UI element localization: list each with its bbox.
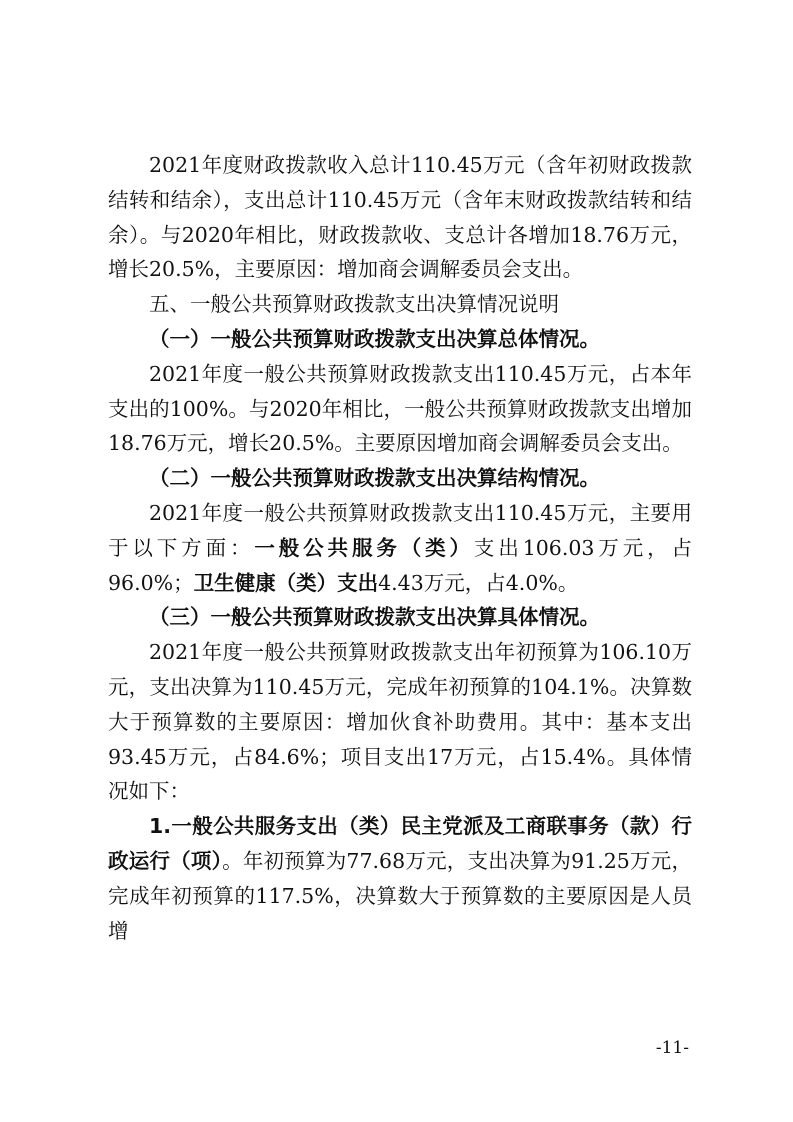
document-body bbox=[108, 148, 692, 948]
structure-category-general: 一般公共服务（类） bbox=[254, 535, 474, 560]
subheading-overall: （一）一般公共预算财政拨款支出决算总体情况。 bbox=[149, 326, 600, 351]
paragraph-details: 2021年度一般公共预算财政拨款支出年初预算为106.10万元，支出决算为110.45万元，完成年初预算的104.1%。决算数大于预算数的主要原因：增加伙食补助费用。其中：基本支出93.45万元，占84.6%；项目支出17万元，占15.4%。具体情况如下： bbox=[108, 640, 692, 804]
section-heading-5: 五、一般公共预算财政拨款支出决算情况说明 bbox=[149, 292, 559, 317]
structure-text-e: 4.43万元，占4.0%。 bbox=[378, 570, 579, 595]
structure-text-c: 支出106.03万元，占96.0%； bbox=[108, 535, 693, 595]
paragraph-item-1 bbox=[108, 809, 692, 948]
page-number: -11- bbox=[655, 1038, 689, 1058]
paragraph-overall: 2021年度一般公共预算财政拨款支出110.45万元，占本年支出的100%。与2020年相比，一般公共预算财政拨款支出增加18.76万元，增长20.5%。主要原因增加商会调解委员会支出。 bbox=[108, 361, 692, 456]
item-1-title: 1.一般公共服务支出（类）民主党派及工商联事务（款）行政运行（项） bbox=[108, 814, 692, 873]
paragraph-fiscal-income: 2021年度财政拨款收入总计110.45万元（含年初财政拨款结转和结余），支出总计110.45万元（含年末财政拨款结转和结余）。与2020年相比，财政拨款收、支总计各增加18.76万元，增长20.5%，主要原因：增加商会调解委员会支出。 bbox=[108, 153, 692, 282]
subheading-details: （三）一般公共预算财政拨款支出决算具体情况。 bbox=[149, 605, 600, 630]
structure-category-health: 卫生健康（类）支出 bbox=[193, 570, 379, 595]
structure-text-a: 2021年度一般公共预算财政拨款支出110.45万元，主要用于以下方面： bbox=[108, 500, 692, 560]
item-1-text: 。年初预算为77.68万元，支出决算为91.25万元，完成年初预算的117.5%，决算数大于预算数的主要原因是人员增 bbox=[108, 848, 692, 943]
paragraph-structure bbox=[108, 496, 692, 600]
subheading-structure: （二）一般公共预算财政拨款支出决算结构情况。 bbox=[149, 466, 600, 491]
